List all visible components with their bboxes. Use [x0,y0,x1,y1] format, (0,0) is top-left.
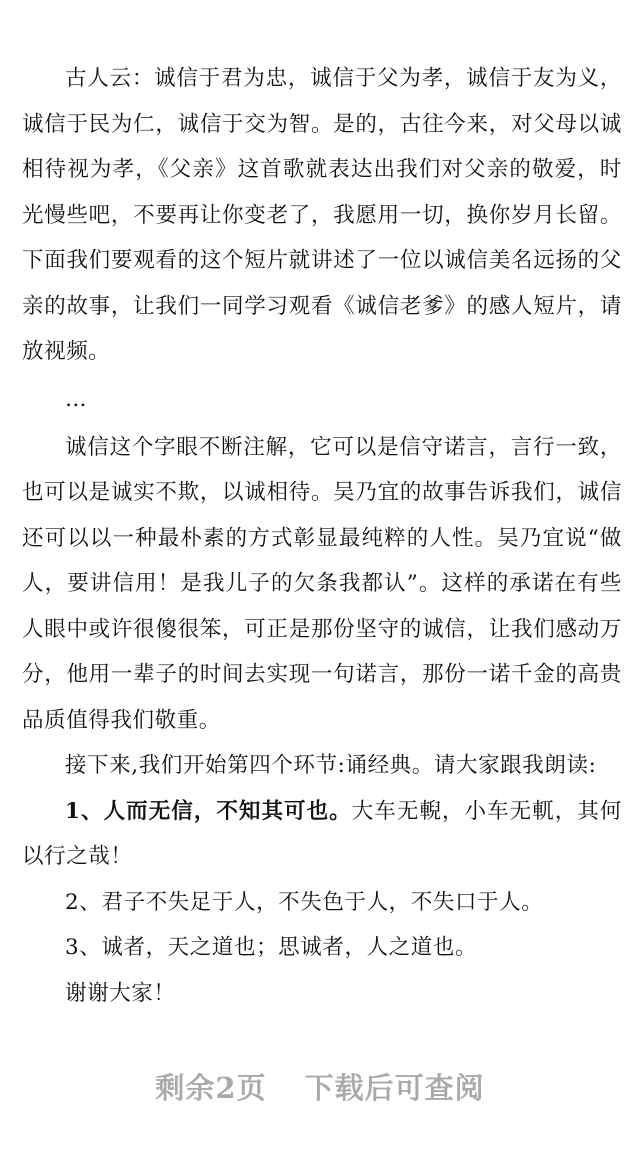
download-prompt-banner[interactable] [0,1066,640,1107]
paragraph-fourth-segment: 接下来,我们开始第四个环节:诵经典。请大家跟我朗读: [65,753,597,778]
classic-item-1 [22,789,622,880]
classic-item-3: 3、诚者，天之道也；思诚者，人之道也。 [65,935,478,960]
paragraph-integrity: 诚信这个字眼不断注解，它可以是信守诺言，言行一致，也可以是诚实不欺，以诚相待。吴乃宜的故事告诉我们，诚信还可以以一种最朴素的方式彰显最纯粹的人性。吴乃宜说“做人，要讲信用！是我儿子的欠条我都认”。这样的承诺在有些人眼中或许很傻很笨，可正是那份坚守的诚信，让我们感动万分，他用一辈子的时间去实现一句诺言，那份一诺千金的高贵品质值得我们敬重。 [22,434,622,733]
ellipsis: … [65,386,87,412]
paragraph-intro: 古人云：诚信于君为忠，诚信于父为孝，诚信于友为义，诚信于民为仁，诚信于交为智。是的，古往今来，对父母以诚相待视为孝，《父亲》这首歌就表达出我们对父亲的敬爱，时光慢些吧，不要再让你变老了，我愿用一切，换你岁月长留。下面我们要观看的这个短片就讲述了一位以诚信美名远扬的父亲的故事，让我们一同学习观看《诚信老爹》的感人短片，请放视频。 [22,66,622,364]
classic-item-1-rest: 大车无輗，小车无軏，其何以行之哉！ [22,798,623,869]
document-body [22,56,622,1016]
remaining-pages-text: 剩余2页 [155,1071,267,1105]
download-to-view-text: 下载后可查阅 [304,1071,485,1105]
closing-thanks: 谢谢大家！ [65,980,176,1006]
classic-item-1-bold: 1、人而无信，不知其可也。 [65,798,352,824]
classic-item-2: 2、君子不失足于人，不失色于人，不失口于人。 [65,889,544,915]
